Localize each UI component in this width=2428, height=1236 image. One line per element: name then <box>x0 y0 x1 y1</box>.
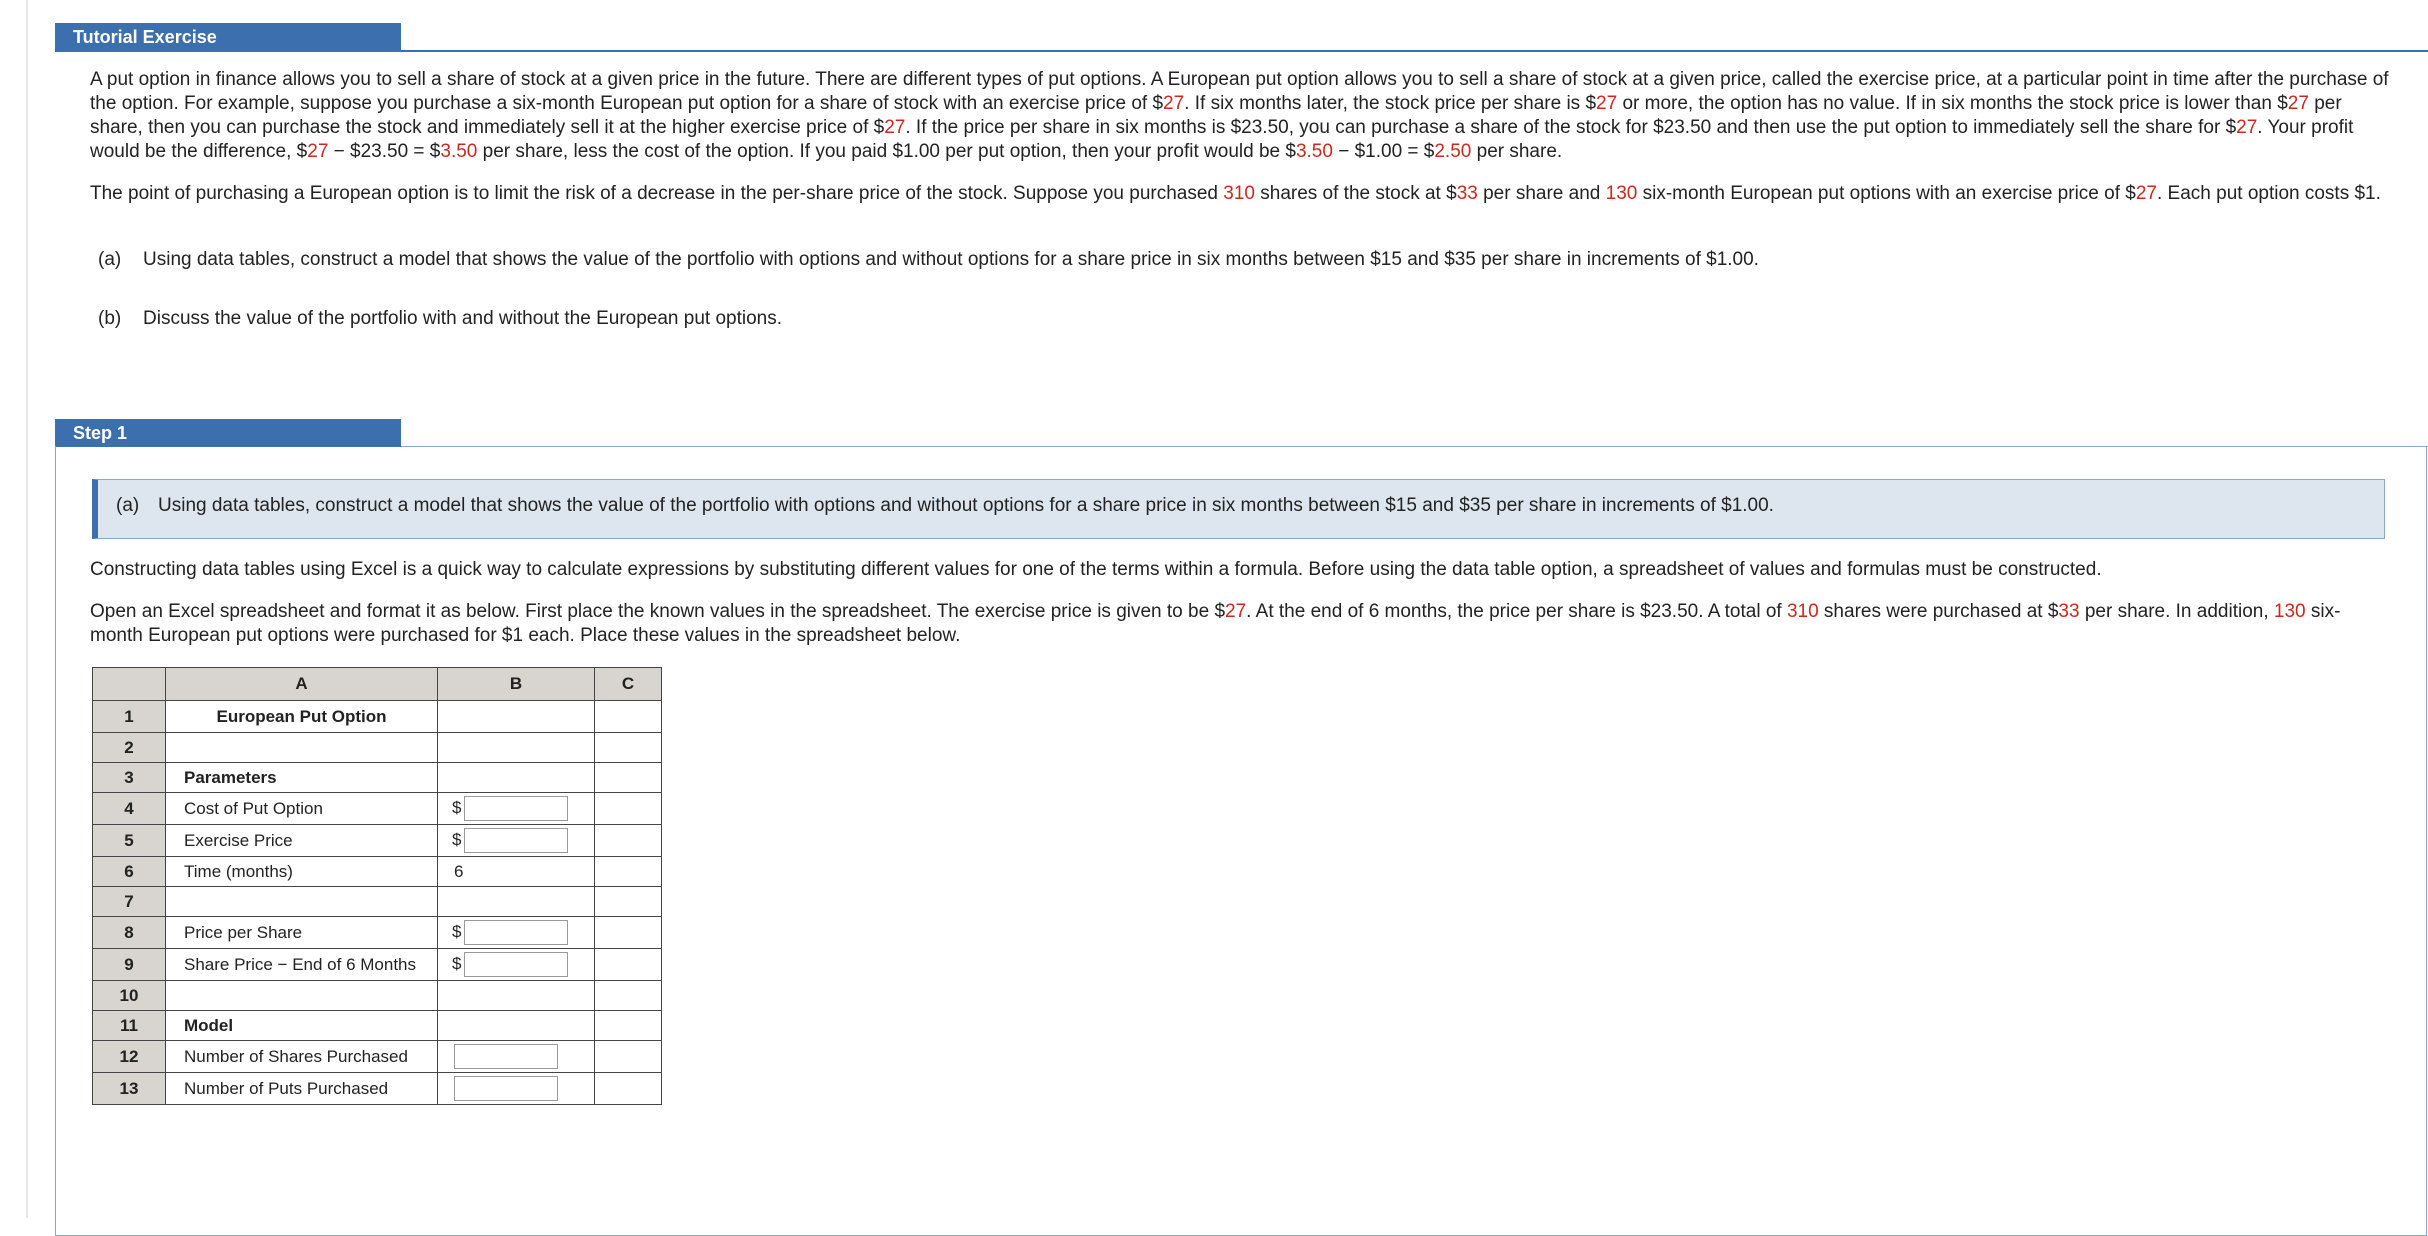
cell-label: Parameters <box>166 763 438 793</box>
highlighted-value: 27 <box>2287 93 2309 114</box>
highlighted-value: 27 <box>2236 117 2258 138</box>
spreadsheet-row-1 <box>93 701 662 733</box>
highlighted-value: 130 <box>1605 183 1638 204</box>
part-a-question <box>98 248 1759 272</box>
cell-label: Number of Shares Purchased <box>166 1041 438 1073</box>
column-header-a: A <box>166 668 438 701</box>
spreadsheet-row-3 <box>93 763 662 793</box>
paragraph-text: per share. <box>1471 141 1563 162</box>
cell-value <box>438 1041 595 1073</box>
cell-label: Price per Share <box>166 917 438 949</box>
step-1-hint-box <box>92 479 2385 539</box>
paragraph-text: . If six months later, the stock price per share is $ <box>1184 93 1597 114</box>
answer-input[interactable] <box>464 952 568 977</box>
cell-text: 6 <box>454 861 464 881</box>
tutorial-header-rule <box>55 50 2428 52</box>
cell-value <box>438 949 595 981</box>
row-number: 6 <box>93 857 166 887</box>
empty-cell <box>595 701 662 733</box>
cell-label: Cost of Put Option <box>166 793 438 825</box>
spreadsheet-row-5 <box>93 825 662 857</box>
empty-cell <box>595 857 662 887</box>
paragraph-text: − $1.00 = $ <box>1332 141 1435 162</box>
spreadsheet-row-12 <box>93 1041 662 1073</box>
highlighted-value: 3.50 <box>440 141 478 162</box>
row-number: 3 <box>93 763 166 793</box>
cell-value <box>438 857 595 887</box>
row-number: 1 <box>93 701 166 733</box>
cell-value <box>438 887 595 917</box>
column-header-b: B <box>438 668 595 701</box>
spreadsheet-row-7 <box>93 887 662 917</box>
paragraph-text: shares of the stock at $ <box>1254 183 1457 204</box>
dollar-sign: $ <box>452 829 462 849</box>
empty-cell <box>595 917 662 949</box>
cell-label: Number of Puts Purchased <box>166 1073 438 1105</box>
answer-input[interactable] <box>464 796 568 821</box>
tutorial-paragraph-2 <box>90 182 2390 206</box>
cell-label <box>166 733 438 763</box>
row-number: 2 <box>93 733 166 763</box>
spreadsheet-row-10 <box>93 981 662 1011</box>
paragraph-text: . If the price per share in six months is $23.50, you can purchase a share of the stock for $23.50 and then use the put option to immediately sell the share for $ <box>905 117 2237 138</box>
spreadsheet-row-13 <box>93 1073 662 1105</box>
cell-value <box>438 1011 595 1041</box>
highlighted-value: 27 <box>884 117 906 138</box>
step-1-header <box>55 419 401 447</box>
row-number: 13 <box>93 1073 166 1105</box>
cell-value <box>438 1073 595 1105</box>
dollar-sign: $ <box>452 953 462 973</box>
dollar-sign: $ <box>452 797 462 817</box>
paragraph-text: A put option in finance allows you to sell a share of stock at a given price in the future. There are different types of put options. A European put option allows you to sell a share of stock at a given price, called the exercise price, at a particular point in time after the purchase of the option. For example, suppose you purchase a six-month European put option for a share of stock with an exercise price of $ <box>90 69 2389 114</box>
row-number: 8 <box>93 917 166 949</box>
part-b-text: Discuss the value of the portfolio with and without the European put options. <box>143 308 783 329</box>
highlighted-value: 2.50 <box>1434 141 1472 162</box>
row-number: 7 <box>93 887 166 917</box>
empty-cell <box>595 949 662 981</box>
empty-cell <box>595 825 662 857</box>
highlighted-value: 33 <box>2058 601 2080 622</box>
column-header-c: C <box>595 668 662 701</box>
cell-label: Share Price − End of 6 Months <box>166 949 438 981</box>
answer-input[interactable] <box>454 1044 558 1069</box>
paragraph-text: The point of purchasing a European option is to limit the risk of a decrease in the per-share price of the stock. Suppose you purchased <box>90 183 1224 204</box>
cell-label: Time (months) <box>166 857 438 887</box>
tutorial-exercise-header <box>55 23 401 51</box>
tutorial-exercise-title: Tutorial Exercise <box>55 23 401 51</box>
empty-cell <box>595 981 662 1011</box>
answer-input[interactable] <box>454 1076 558 1101</box>
hint-label: (a) <box>116 495 140 516</box>
row-number: 9 <box>93 949 166 981</box>
excel-spreadsheet <box>92 667 662 1105</box>
empty-cell <box>595 1073 662 1105</box>
empty-cell <box>595 763 662 793</box>
part-b-question <box>98 307 782 331</box>
row-number: 11 <box>93 1011 166 1041</box>
highlighted-value: 27 <box>2135 183 2157 204</box>
highlighted-value: 27 <box>307 141 329 162</box>
tutorial-paragraph-1 <box>90 68 2390 164</box>
highlighted-value: 27 <box>1225 601 1247 622</box>
answer-input[interactable] <box>464 920 568 945</box>
cell-value <box>438 917 595 949</box>
cell-value <box>438 825 595 857</box>
paragraph-text: per share and <box>1477 183 1606 204</box>
paragraph-text: . At the end of 6 months, the price per share is $23.50. A total of <box>1246 601 1787 622</box>
paragraph-text: per share, then you can purchase the stock and immediately sell it at the higher exercise price of $ <box>90 93 2342 138</box>
part-b-label: (b) <box>98 308 122 329</box>
spreadsheet-row-2 <box>93 733 662 763</box>
part-a-text: Using data tables, construct a model that shows the value of the portfolio with options and without options for a share price in six months between $15 and $35 per share in increments of $1.00. <box>143 249 1759 270</box>
highlighted-value: 27 <box>1163 93 1185 114</box>
highlighted-value: 130 <box>2273 601 2306 622</box>
step-1-title: Step 1 <box>55 419 401 447</box>
spreadsheet-row-8 <box>93 917 662 949</box>
spreadsheet-row-6 <box>93 857 662 887</box>
cell-label <box>166 981 438 1011</box>
spreadsheet-row-9 <box>93 949 662 981</box>
empty-cell <box>595 1041 662 1073</box>
cell-value <box>438 981 595 1011</box>
empty-cell <box>595 793 662 825</box>
cell-value <box>438 701 595 733</box>
sheet-title: European Put Option <box>166 701 438 733</box>
column-header-row <box>93 668 662 701</box>
answer-input[interactable] <box>464 828 568 853</box>
cell-value <box>438 733 595 763</box>
highlighted-value: 3.50 <box>1295 141 1333 162</box>
highlighted-value: 33 <box>1456 183 1478 204</box>
paragraph-text: Open an Excel spreadsheet and format it as below. First place the known values in the spreadsheet. The exercise price is given to be $ <box>90 601 1226 622</box>
dollar-sign: $ <box>452 921 462 941</box>
row-number: 10 <box>93 981 166 1011</box>
highlighted-value: 310 <box>1223 183 1255 204</box>
highlighted-value: 27 <box>1596 93 1618 114</box>
cell-value <box>438 793 595 825</box>
left-margin-rule <box>26 0 28 1218</box>
row-number: 5 <box>93 825 166 857</box>
cell-label: Model <box>166 1011 438 1041</box>
cell-label: Exercise Price <box>166 825 438 857</box>
highlighted-value: 310 <box>1786 601 1819 622</box>
paragraph-text: six-month European put options were purchased for $1 each. Place these values in the spreadsheet below. <box>90 601 2341 646</box>
paragraph-text: per share. In addition, <box>2079 601 2274 622</box>
paragraph-text: or more, the option has no value. If in six months the stock price is lower than $ <box>1617 93 2288 114</box>
row-number: 4 <box>93 793 166 825</box>
spreadsheet-row-11 <box>93 1011 662 1041</box>
corner-cell <box>93 668 166 701</box>
paragraph-text: − $23.50 = $ <box>328 141 441 162</box>
row-number: 12 <box>93 1041 166 1073</box>
paragraph-text: per share, less the cost of the option. If you paid $1.00 per put option, then your profit would be $ <box>477 141 1296 162</box>
paragraph-text: shares were purchased at $ <box>1818 601 2059 622</box>
spreadsheet-row-4 <box>93 793 662 825</box>
paragraph-text: . Your profit would be the difference, $ <box>90 117 2354 162</box>
part-a-label: (a) <box>98 249 122 270</box>
hint-text: Using data tables, construct a model that shows the value of the portfolio with options and without options for a share price in six months between $15 and $35 per share in increments of $1.00. <box>158 495 1774 516</box>
paragraph-text: . Each put option costs $1. <box>2156 183 2381 204</box>
empty-cell <box>595 1011 662 1041</box>
paragraph-text: six-month European put options with an exercise price of $ <box>1637 183 2136 204</box>
empty-cell <box>595 733 662 763</box>
step-1-paragraph-2 <box>90 600 2390 648</box>
step-1-paragraph-1: Constructing data tables using Excel is a quick way to calculate expressions by substituting different values for one of the terms within a formula. Before using the data table option, a spreadsheet of values and formulas must be constructed. <box>90 559 2102 580</box>
empty-cell <box>595 887 662 917</box>
cell-label <box>166 887 438 917</box>
cell-value <box>438 763 595 793</box>
